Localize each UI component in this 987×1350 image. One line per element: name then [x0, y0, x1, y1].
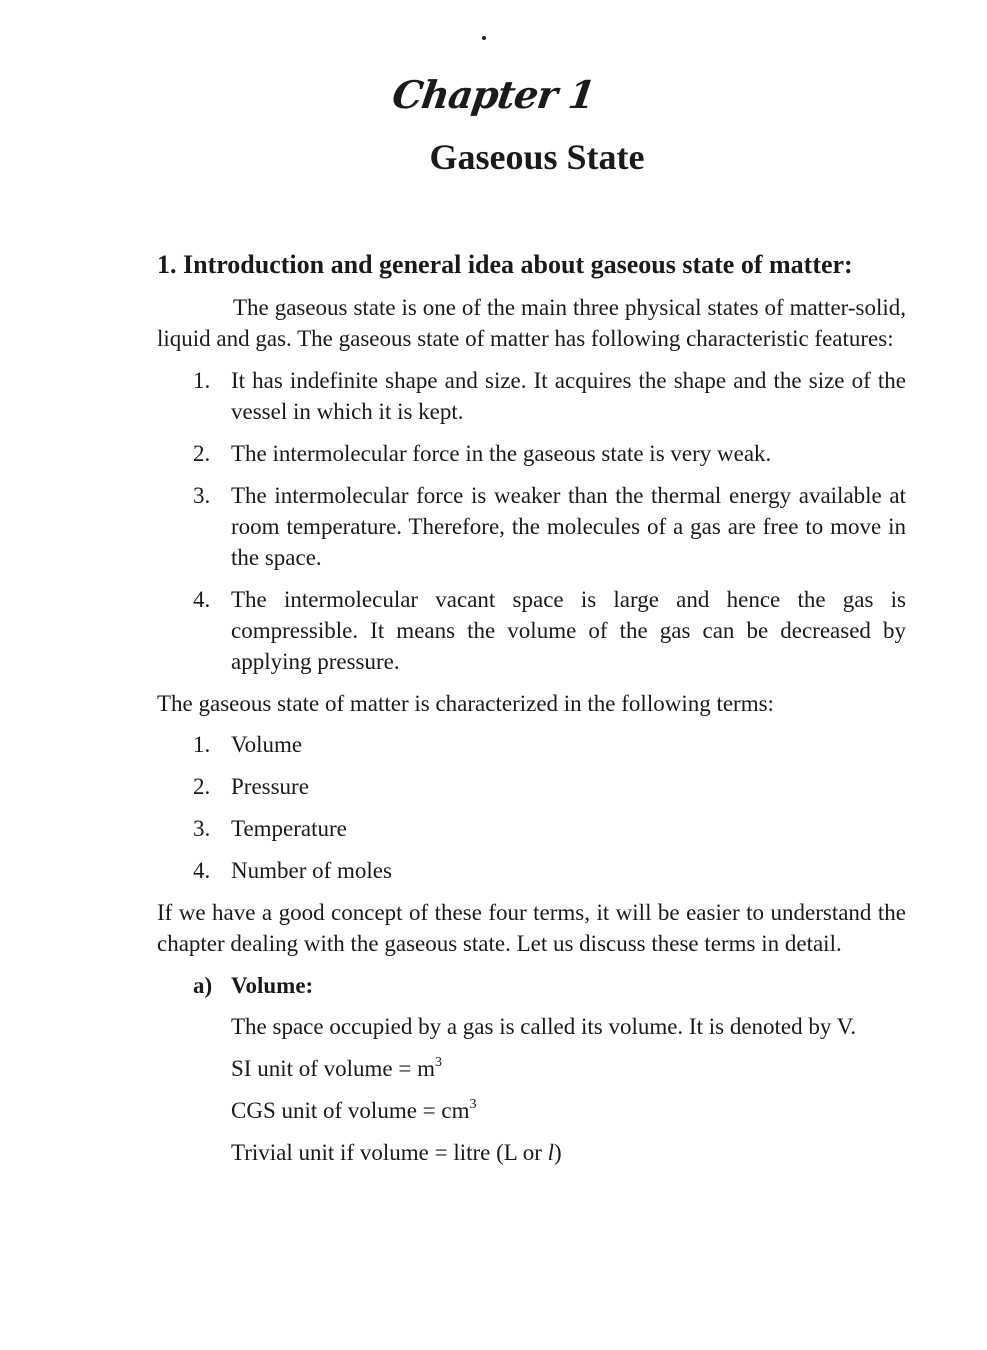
list-item — [193, 438, 906, 469]
list-item — [193, 729, 906, 760]
terms-intro: The gaseous state of matter is characterized in the following terms: — [157, 691, 774, 716]
list-text: The intermolecular vacant space is large and hence the gas is compressible. It means the volume of the gas can be decreased by applying pressure. — [231, 587, 906, 674]
chapter-body — [157, 248, 906, 1179]
list-item — [193, 584, 906, 677]
list-number: 4. — [193, 587, 211, 612]
cgs-unit-exponent: 3 — [469, 1097, 477, 1112]
cgs-unit-line — [231, 1095, 906, 1126]
list-text: Volume — [231, 732, 303, 757]
ink-dot — [482, 36, 486, 40]
section-heading: 1. Introduction and general idea about gaseous state of matter: — [157, 250, 853, 279]
si-unit-line — [231, 1053, 906, 1084]
list-number: 3. — [193, 816, 211, 841]
list-number: 4. — [193, 858, 211, 883]
terms-list — [193, 729, 906, 886]
subsection-label: a) — [193, 973, 213, 998]
si-unit-text: SI unit of volume = m — [231, 1056, 435, 1081]
chapter-title: Gaseous State — [429, 137, 645, 177]
litre-symbol: l — [547, 1140, 555, 1165]
list-item — [193, 771, 906, 802]
subsection-body — [231, 1011, 906, 1168]
list-item — [193, 813, 906, 844]
list-text: Temperature — [231, 816, 347, 841]
list-text: Number of moles — [231, 858, 392, 883]
list-number: 3. — [193, 483, 211, 508]
chapter-label: Chapter 1 — [389, 72, 598, 117]
list-number: 2. — [193, 774, 211, 799]
list-number: 1. — [193, 368, 211, 393]
trivial-unit-line — [231, 1137, 906, 1168]
volume-subsection — [193, 970, 906, 1168]
conclusion-paragraph: If we have a good concept of these four terms, it will be easier to understand the chapter dealing with the gaseous state. Let us discuss these terms in detail. — [157, 900, 906, 956]
list-number: 1. — [193, 732, 211, 757]
intro-paragraph: The gaseous state is one of the main three physical states of matter-solid, liquid and gas. The gaseous state of matter has following characteristic features: — [157, 295, 906, 351]
cgs-unit-text: CGS unit of volume = cm — [231, 1098, 470, 1123]
trivial-unit-text: Trivial unit if volume = litre (L or — [231, 1140, 548, 1165]
list-item — [193, 365, 906, 427]
volume-definition: The space occupied by a gas is called its volume. It is denoted by V. — [231, 1014, 857, 1039]
features-list — [193, 365, 906, 677]
si-unit-exponent: 3 — [435, 1055, 442, 1070]
trivial-unit-close: ) — [554, 1140, 562, 1165]
list-text: Pressure — [231, 774, 309, 799]
list-text: The intermolecular force in the gaseous state is very weak. — [231, 441, 772, 466]
list-item — [193, 855, 906, 886]
subsection-title: Volume: — [231, 973, 314, 998]
list-item — [193, 480, 906, 573]
list-text: It has indefinite shape and size. It acquires the shape and the size of the vessel in which it is kept. — [231, 368, 906, 424]
list-text: The intermolecular force is weaker than the thermal energy available at room temperature. Therefore, the molecules of a gas are free to move in the space. — [231, 483, 906, 570]
list-number: 2. — [193, 441, 211, 466]
subsection-heading — [193, 970, 906, 1001]
